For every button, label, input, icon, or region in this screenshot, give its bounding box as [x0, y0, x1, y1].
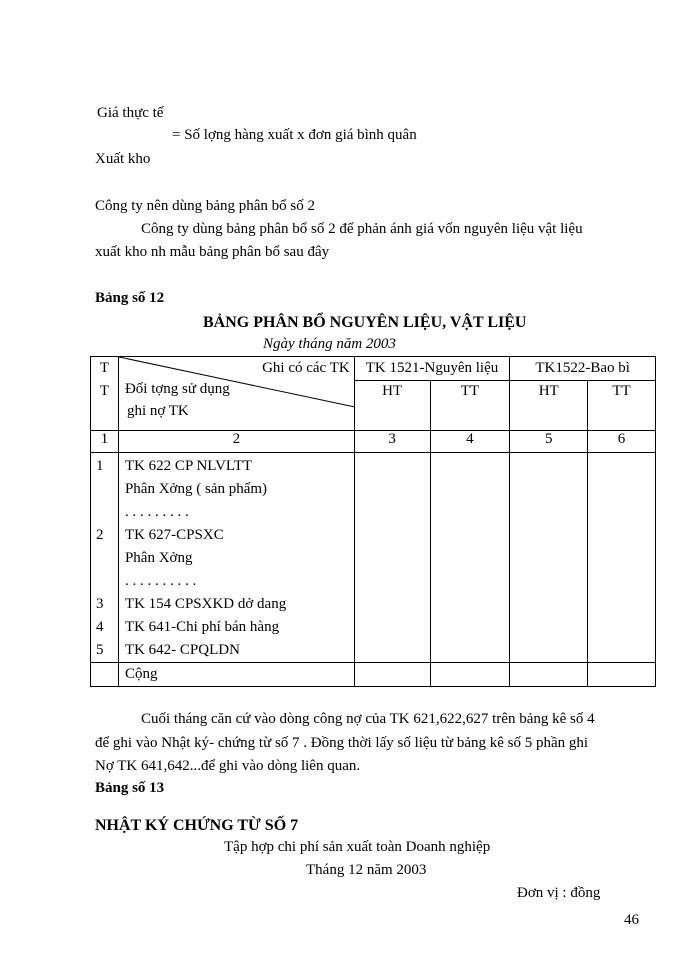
col-number-2: 2	[118, 431, 354, 453]
page-number: 46	[624, 912, 639, 928]
col-number-1: 1	[91, 431, 119, 453]
account-line: . . . . . . . . .	[124, 504, 189, 520]
account-line: TK 627-CPSXC	[124, 527, 224, 543]
header-debit-label-2: ghi nợ TK	[126, 403, 189, 419]
tt-value: 3	[96, 596, 104, 612]
after-line-3: Nợ TK 641,642...để ghi vào dòng liên quan.	[95, 758, 361, 774]
total-empty-cell	[430, 663, 510, 687]
account-line: Phân Xởng ( sản phẩm)	[124, 481, 268, 497]
body-account-cell	[118, 453, 354, 663]
tt-value: 4	[96, 619, 104, 635]
body-empty-cell	[588, 453, 656, 663]
table-12-date: Ngày tháng năm 2003	[263, 336, 396, 352]
account-line: TK 641-Chi phí bán hàng	[124, 619, 280, 635]
header-sub-tt-2: TT	[588, 381, 656, 431]
body-tt-cell	[91, 453, 119, 663]
tt-value	[91, 478, 118, 501]
account-line: Phân Xởng	[124, 550, 193, 566]
body-empty-cell	[430, 453, 510, 663]
header-tt-bottom: T	[99, 383, 110, 399]
formula-expression: = Số lợng hàng xuất x đơn giá bình quân	[172, 127, 417, 143]
total-empty-cell	[588, 663, 656, 687]
formula-line-1: Giá thực tế	[97, 105, 164, 121]
col-number-4: 4	[430, 431, 510, 453]
after-line-1: Cuối tháng căn cứ vào dòng công nợ của TK 621,622,627 trên bảng kê số 4	[141, 711, 595, 727]
account-line: TK 642- CPQLDN	[124, 642, 240, 658]
allocation-table	[90, 356, 656, 687]
body-empty-cell	[354, 453, 430, 663]
body-empty-cell	[510, 453, 588, 663]
unit-label: Đơn vị : đồng	[517, 885, 601, 901]
header-sub-tt-1: TT	[430, 381, 510, 431]
total-empty-cell	[510, 663, 588, 687]
tt-value: 1	[96, 458, 104, 474]
account-line: TK 154 CPSXKD dở dang	[124, 596, 287, 612]
table-13-label: Bảng số 13	[95, 780, 165, 796]
header-diagonal-cell	[118, 357, 354, 431]
col-number-5: 5	[510, 431, 588, 453]
paragraph-line-1: Công ty dùng bảng phân bổ số 2 để phản ánh giá vốn nguyên liệu vật liệu	[141, 221, 583, 237]
tt-value	[91, 570, 118, 593]
header-tt-cell	[91, 357, 119, 431]
header-tt-top: T	[99, 360, 110, 376]
header-group-1521: TK 1521-Nguyên liệu	[354, 357, 510, 381]
after-line-2: để ghi vào Nhật ký- chứng từ số 7 . Đồng thời lấy số liệu từ bảng kê số 5 phần ghi	[95, 735, 589, 751]
header-group-1522: TK1522-Bao bì	[510, 357, 656, 381]
table-12-label: Bảng số 12	[95, 290, 165, 306]
account-line: . . . . . . . . . .	[124, 573, 197, 589]
tt-value: 5	[96, 642, 104, 658]
header-sub-ht-1: HT	[354, 381, 430, 431]
journal-title: NHẬT KÝ CHỨNG TỪ SỐ 7	[95, 817, 299, 834]
paragraph-line-2: xuất kho nh mẫu bảng phân bổ sau đây	[95, 244, 330, 260]
journal-subtitle: Tập hợp chi phí sản xuất toàn Doanh nghiệp	[224, 839, 491, 855]
total-label: Cộng	[118, 663, 354, 687]
header-credit-label: Ghi có các TK	[262, 360, 350, 376]
tt-value	[91, 547, 118, 570]
tt-value	[91, 501, 118, 524]
total-empty-cell	[354, 663, 430, 687]
header-debit-label-1: Đối tợng sử dụng	[124, 381, 230, 397]
account-line: TK 622 CP NLVLTT	[124, 458, 253, 474]
total-tt-cell	[91, 663, 119, 687]
formula-line-3: Xuất kho	[95, 151, 151, 167]
paragraph-heading: Công ty nên dùng bảng phân bổ số 2	[95, 198, 315, 214]
col-number-3: 3	[354, 431, 430, 453]
table-12-title: BẢNG PHÂN BỔ NGUYÊN LIỆU, VẬT LIỆU	[203, 314, 527, 331]
tt-value: 2	[96, 527, 104, 543]
col-number-6: 6	[588, 431, 656, 453]
header-sub-ht-2: HT	[510, 381, 588, 431]
journal-month: Tháng 12 năm 2003	[306, 862, 427, 878]
